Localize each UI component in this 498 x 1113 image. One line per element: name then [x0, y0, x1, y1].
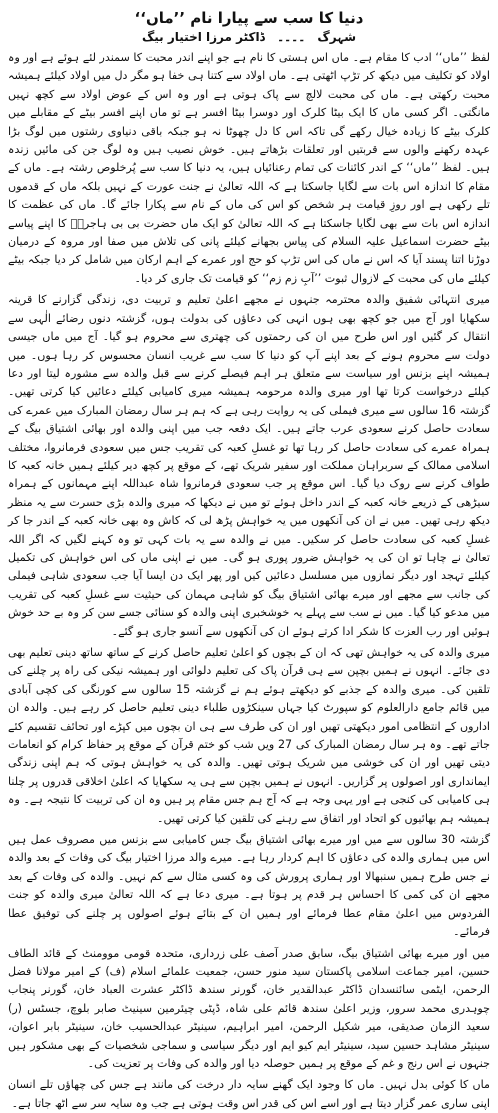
paragraph: لفظ ’’ماں‘‘ ادب کا مقام ہے۔ ماں اس ہستی کا نام ہے جو اپنے اندر محبت کا سمندر لئے ہوئے ہے اور وہ اولاد کو تکلیف میں دیکھ کر تڑپ اٹھتی ہے۔ ماں اولاد سے کتنا ہی خفا ہو مگر دل میں اولاد کیلئے ہمیشہ محبت رکھتی ہے۔ ماں کی محبت لالچ سے پاک ہوتی ہے اور وہ اس کے عوض اولاد سے کچھ نہیں مانگتی۔ اگر کسی ماں کا ایک بیٹا کلرک اور دوسرا بیٹا افسر ہے تو ماں اپنے افسر بیٹے کے مقابلے میں کلرک بیٹے کا زیادہ خیال رکھے گی تاکہ اس کا دل چھوٹا نہ ہو جبکہ باقی دنیاوی رشتوں میں لوگ بڑا عہدہ رکھنے والوں سے قربتیں اور تعلقات بڑھاتے ہیں۔ خوش نصیب ہیں وہ لوگ جن کی مائیں زندہ ہیں۔ لفظ ’’ماں‘‘ کے اندر کائنات کی تمام رعنائیاں ہیں، یہ دنیا کا سب سے پُرخلوص رشتہ ہے۔ ماں کے مقام کا اندازہ اس بات سے لگایا جاسکتا ہے کہ اللہ تعالیٰ نے جنت عورت کے نہیں بلکہ ماں کے قدموں تلے رکھی ہے اور روزِ قیامت ہر شخص کو اس کی ماں کے نام سے پکارا جائے گا۔ ماں کی عظمت کا اندازہ اس بات سے بھی لگایا جاسکتا ہے کہ اللہ تعالیٰ کو ایک ماں حضرت بی بی ہاجرہؓ کا اپنے پیاسے بیٹے حضرت اسماعیل علیہ السلام کی پیاس بجھانے کیلئے پانی کی تلاش میں صفا اور مروہ کے درمیان دوڑنا اتنا پسند آیا کہ اس نے ماں کی اس تڑپ کو حج اور عمرے کے اہم ارکان میں شامل کر دیا جبکہ بیٹے کیلئے ماں کی محبت کے لازوال ثبوت ’’آبِ زم زم‘‘ کو قیامت تک جاری کر دیا۔: [8, 51, 490, 285]
byline: [8, 28, 490, 46]
author-name: ڈاکٹر مرزا اختیار بیگ: [141, 30, 265, 44]
article-title: دنیا کا سب سے پیارا نام ’’ماں‘‘: [134, 9, 364, 27]
paragraph: میری والدہ کی یہ خواہش تھی کہ ان کے بچوں کو اعلیٰ تعلیم حاصل کرنے کے ساتھ ساتھ دینی تعلیم بھی دی جائے۔ انہوں نے ہمیں بچپن سے ہی قرآن پاک کی تعلیم دلوائی اور ہمیشہ نیکی کی راہ پر چلنے کی تلقین کی۔ میری والدہ کے جذبے کو دیکھتے ہوئے ہم نے گزشتہ 15 سالوں سے کورنگی کی کچی آبادی میں قائم جامع دارالعلوم کو سپورٹ کیا جہاں سینکڑوں طلباء دینی تعلیم حاصل کر رہے ہیں۔ والدہ ان اداروں کے انتظامی امور دیکھتی تھیں اور ان کی طرف سے ہی ان بچوں میں کپڑے اور تحائف تقسیم کئے جاتے تھے۔ وہ ہر سال رمضان المبارک کی 27 ویں شب کو ختم قرآن کے موقع پر حفاظ کرام کو انعامات دیتی تھیں اور ان کی خوشی میں شریک ہوتی تھیں۔ والدہ کی یہ خواہش ہوتی کہ ہم اپنی زندگی ایمانداری اور اصولوں پر گزاریں۔ انہوں نے ہمیں بچپن سے ہی یہ سکھایا کہ اعلیٰ اخلاقی قدروں پر چلنا ہی کامیابی کی کنجی ہے اور یہی وجہ ہے کہ آج ہم جس مقام پر ہیں وہ ان کی تربیت کا نتیجہ ہے۔ وہ ہمیشہ ہم بھائیوں کو اتحاد اور اتفاق سے رہنے کی تلقین کیا کرتی تھیں۔: [8, 646, 490, 825]
paragraph: ماں کا کوئی بدل نہیں۔ ماں کا وجود ایک گھنے سایہ دار درخت کی مانند ہے جس کی چھاؤں تلے انسان اپنی ساری عمر گزار دیتا ہے اور اسے اس کی قدر اس وقت ہوتی ہے جب وہ سایہ سر سے اٹھ جاتا ہے۔: [8, 1078, 490, 1110]
column-category: شہرگ: [317, 30, 356, 44]
byline-separator: ۔۔۔۔: [277, 30, 306, 44]
article-body: [8, 49, 490, 1113]
paragraph: گزشتہ 30 سالوں سے میں اور میرے بھائی اشتیاق بیگ جس کامیابی سے بزنس میں مصروف عمل ہیں اس میں ہماری والدہ کی دعاؤں کا اہم کردار رہا ہے۔ میرے والد مرزا اختیار بیگ کی وفات کے بعد والدہ نے جس طرح ہمیں سنبھالا اور ہماری پرورش کی وہ کسی مثال سے کم نہیں۔ والدہ کی وفات کے بعد مجھے ان کی کمی کا احساس ہر قدم پر ہوتا ہے۔ میری دعا ہے کہ اللہ تعالیٰ میری والدہ کو جنت الفردوس میں اعلیٰ مقام عطا فرمائے اور ہمیں ان کے بتائے ہوئے اصولوں پر چلنے کی توفیق عطا فرمائے۔: [8, 833, 491, 939]
paragraph: میری انتہائی شفیق والدہ محترمہ جنہوں نے مجھے اعلیٰ تعلیم و تربیت دی، زندگی گزارنے کا قرینہ سکھایا اور آج میں جو کچھ بھی ہوں انہی کی دعاؤں کی بدولت ہوں، گزشتہ دنوں رضائے الٰہی سے انتقال کر گئیں اور اس طرح میں ان کی رحمتوں کی چھتری سے محروم ہو گیا۔ آج میں ماں جیسی دولت سے محروم ہونے کے بعد اپنے آپ کو دنیا کا سب سے غریب انسان محسوس کر رہا ہوں۔ میں ہمیشہ اپنے بزنس اور سیاست سے متعلق ہر اہم فیصلے کرنے سے قبل والدہ سے مشورہ لیتا اور دعا کیلئے درخواست کرتا تھا اور میری والدہ مرحومہ ہمیشہ میری کامیابی کیلئے دعائیں کیا کرتی تھیں۔ گزشتہ 16 سالوں سے میری فیملی کی یہ روایت رہی ہے کہ ہم ہر سال رمضان المبارک میں عمرے کی سعادت حاصل کرنے سعودی عرب جاتے ہیں۔ ایک دفعہ جب میں اپنی والدہ اور بھائی اشتیاق بیگ کے ہمراہ عمرے کی سعادت حاصل کر رہا تھا تو غسلِ کعبہ کی تقریب جس میں سعودی فرمانروا، مختلف اسلامی ممالک کے سربراہان مملکت اور سفیر شریک تھے، کے موقع پر کچھ دیر کیلئے ہمیں خانہ کعبہ کا طواف کرنے سے روک دیا گیا۔ اس موقع پر جب سعودی فرمانروا شاہ عبداللہ اپنے مہمانوں کے ہمراہ سیڑھی کے ذریعے خانہ کعبہ کے اندر داخل ہوئے تو میں نے دیکھا کہ میری والدہ بڑی حسرت سے یہ منظر دیکھ رہی تھیں۔ میں نے ان کی آنکھوں میں یہ خواہش پڑھ لی کہ کاش وہ بھی خانہ کعبہ کے اندر جا کر غسلِ کعبہ کی سعادت حاصل کر سکیں۔ میں نے والدہ سے یہ بات کہی تو وہ کہنے لگیں کہ اگر اللہ تعالیٰ نے چاہا تو ان کی یہ خواہش ضرور پوری ہو گی۔ میں نے اپنی ماں کی اس خواہش کی تکمیل کیلئے تہجد اور دیگر نمازوں میں مسلسل دعائیں کیں اور پھر ایک دن ایسا آیا جب سعودی شاہی فیملی کی جانب سے مجھے اور میرے بھائی اشتیاق بیگ کو شاہی مہمان کی حیثیت سے غسلِ کعبہ کی تقریب میں مدعو کیا گیا۔ میں نے سب سے پہلے یہ خوشخبری اپنی والدہ کو سنائی جسے سن کر وہ بے حد خوش ہوئیں اور رب العزت کا شکر ادا کرتے ہوئے ان کی آنکھوں سے آنسو جاری ہو گئے۔: [8, 293, 491, 638]
paragraph: میں اور میرے بھائی اشتیاق بیگ، سابق صدر آصف علی زرداری، متحدہ قومی موومنٹ کے قائد الطاف حسین، امیر جماعت اسلامی پاکستان سید منور حسن، جمعیت علمائے اسلام (ف) کے امیر مولانا فضل الرحمن، ایٹمی سائنسدان ڈاکٹر عبدالقدیر خان، گورنر سندھ ڈاکٹر عشرت العباد خان، گورنر پنجاب چوہدری محمد سرور، وزیر اعلیٰ سندھ قائم علی شاہ، ڈپٹی چیئرمین سینیٹ صابر بلوچ، جسٹس (ر) سعید الزمان صدیقی، میر شکیل الرحمن، امیر ابراہیم، سینیٹر عبدالحسیب خان، سینیٹر بابر اعوان، سینیٹر مشاہد حسین سید، سینیٹر ایم کیو ایم اور دیگر سیاسی و سماجی شخصیات کے بھی مشکور ہیں جنہوں نے اس رنج و غم کے موقع پر ہمیں حوصلہ دیا اور والدہ کی وفات پر تعزیت کی۔: [8, 946, 490, 1070]
